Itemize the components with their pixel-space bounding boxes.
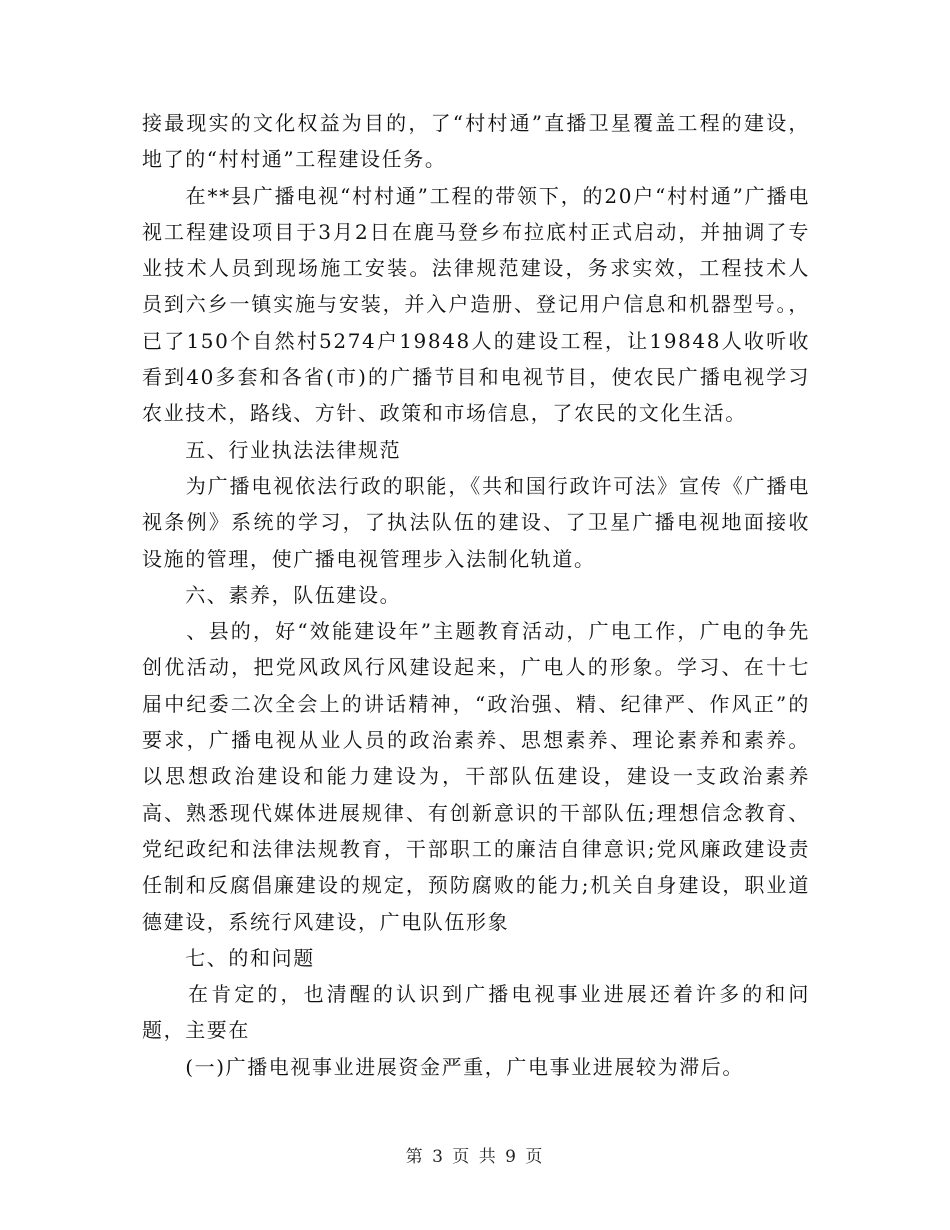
- document-body: [142, 105, 810, 1085]
- paragraph-1: 接最现实的文化权益为目的，了“村村通”直播卫星覆盖工程的建设，地了的“村村通”工程建设任务。: [142, 111, 810, 172]
- paragraph-2: 在**县广播电视“村村通”工程的带领下，的20户“村村通”广播电视工程建设项目于3月2日在鹿马登乡布拉底村正式启动，并抽调了专业技术人员到现场施工安装。法律规范建设，务求实效，工程技术人员到六乡一镇实施与安装，并入户造册、登记用户信息和机器型号。，已了150个自然村5274户19848人的建设工程，让19848人收听收看到40多套和各省(市)的广播节目和电视节目，使农民广播电视学习农业技术，路线、方针、政策和市场信息，了农民的文化生活。: [142, 183, 810, 426]
- paragraph-3: 为广播电视依法行政的职能，《共和国行政许可法》宣传《广播电视条例》系统的学习，了执法队伍的建设、了卫星广播电视地面接收设施的管理，使广播电视管理步入法制化轨道。: [142, 473, 810, 571]
- section-heading-5: 五、行业执法法律规范: [142, 437, 402, 462]
- section-heading-6: 六、素养，队伍建设。: [142, 582, 402, 607]
- section-heading-7: 七、的和问题: [142, 945, 315, 970]
- paragraph-5: 在肯定的，也清醒的认识到广播电视事业进展还着许多的和问题，主要在: [142, 982, 810, 1043]
- paragraph-4: 、县的，好“效能建设年”主题教育活动，广电工作，广电的争先创优活动，把党风政风行风建设起来，广电人的形象。学习、在十七届中纪委二次全会上的讲话精神，“政治强、精、纪律严、作风正”的要求，广播电视从业人员的政治素养、思想素养、理论素养和素养。以思想政治建设和能力建设为，干部队伍建设，建设一支政治素养高、熟悉现代媒体进展规律、有创新意识的干部队伍;理想信念教育、党纪政纪和法律法规教育，干部职工的廉洁自律意识;党风廉政建设责任制和反腐倡廉建设的规定，预防腐败的能力;机关自身建设，职业道德建设，系统行风建设，广电队伍形象: [142, 619, 810, 934]
- paragraph-6: (一)广播电视事业进展资金严重，广电事业进展较为滞后。: [142, 1054, 745, 1079]
- page-number-footer: 第 3 页 共 9 页: [405, 1147, 545, 1167]
